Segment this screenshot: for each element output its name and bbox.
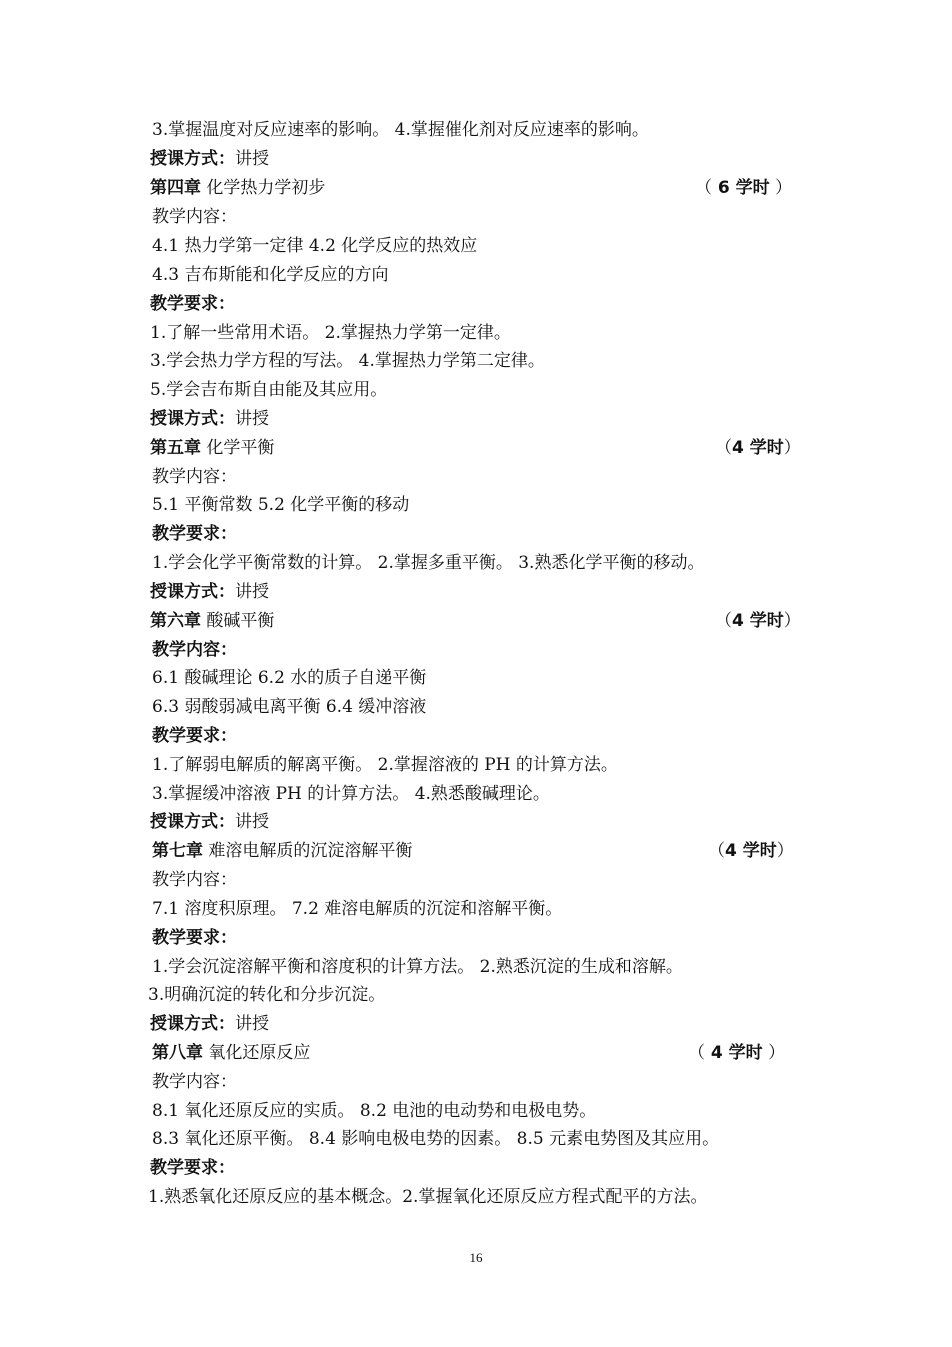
text-line: 1.学会沉淀溶解平衡和溶度积的计算方法。 2.熟悉沉淀的生成和溶解。 [152,957,683,977]
text-line: 1.了解弱电解质的解离平衡。 2.掌握溶液的 PH 的计算方法。 [152,755,618,775]
chapter-hours: （4 学时） [708,841,794,861]
teaching-method-line: 授课方式：讲授 [150,1014,269,1034]
text-line: 1.熟悉氧化还原反应的基本概念。2.掌握氧化还原反应方程式配平的方法。 [148,1187,708,1207]
teaching-method-line [150,149,269,169]
section-label: 教学内容： [152,467,237,487]
chapter-hours: （ 6 学时 ） [695,178,793,198]
text-line: 4.1 热力学第一定律 4.2 化学反应的热效应 [152,236,478,256]
text-line: 3.明确沉淀的转化和分步沉淀。 [148,985,386,1005]
section-label: 教学内容： [152,207,237,227]
line-text: 3.掌握温度对反应速率的影响。 4.掌握催化剂对反应速率的影响。 [152,120,649,140]
text-line: 4.3 吉布斯能和化学反应的方向 [152,265,389,285]
text-line: 1.学会化学平衡常数的计算。 2.掌握多重平衡。 3.熟悉化学平衡的移动。 [152,553,705,573]
text-line: 5.1 平衡常数 5.2 化学平衡的移动 [152,495,410,515]
teaching-method-line: 授课方式：讲授 [150,812,269,832]
teaching-method-line: 授课方式：讲授 [150,582,269,602]
section-label: 教学要求： [150,1158,235,1178]
section-label: 教学要求： [150,294,235,314]
text-line: 8.1 氧化还原反应的实质。 8.2 电池的电动势和电极电势。 [152,1101,597,1121]
text-line: 6.3 弱酸弱减电离平衡 6.4 缓冲溶液 [152,697,427,717]
text-line: 8.3 氧化还原平衡。 8.4 影响电极电势的因素。 8.5 元素电势图及其应用。 [152,1129,720,1149]
chapter-heading: 第五章 化学平衡 [150,438,275,458]
section-label: 教学内容： [152,870,237,890]
section-label: 教学内容： [152,1072,237,1092]
teaching-method-line: 授课方式：讲授 [150,409,269,429]
text-line: 1.了解一些常用术语。 2.掌握热力学第一定律。 [150,323,511,343]
text-line [152,120,649,140]
page-number: 16 [469,1250,483,1265]
section-label: 教学要求： [152,726,237,746]
chapter-heading [150,178,325,198]
text-line: 3.学会热力学方程的写法。 4.掌握热力学第二定律。 [150,351,545,371]
section-label: 教学要求： [152,524,237,544]
chapter-heading: 第八章 氧化还原反应 [152,1043,311,1063]
chapter-hours: （4 学时） [715,611,801,631]
section-label: 教学要求： [152,928,237,948]
text-line: 3.掌握缓冲溶液 PH 的计算方法。 4.熟悉酸碱理论。 [152,784,550,804]
chapter-hours: （ 4 学时 ） [688,1043,786,1063]
section-label: 教学内容： [152,640,237,660]
text-line: 6.1 酸碱理论 6.2 水的质子自递平衡 [152,668,427,688]
chapter-title: 化学热力学初步 [201,178,326,198]
chapter-heading: 第六章 酸碱平衡 [150,611,275,631]
chapter-label: 第四章 [150,178,201,198]
text-line: 5.学会吉布斯自由能及其应用。 [150,380,388,400]
text-line: 7.1 溶度积原理。 7.2 难溶电解质的沉淀和溶解平衡。 [152,899,563,919]
chapter-hours: （4 学时） [715,438,801,458]
line-label: 授课方式： [150,149,235,169]
line-text: 讲授 [235,149,269,169]
chapter-heading: 第七章 难溶电解质的沉淀溶解平衡 [152,841,413,861]
